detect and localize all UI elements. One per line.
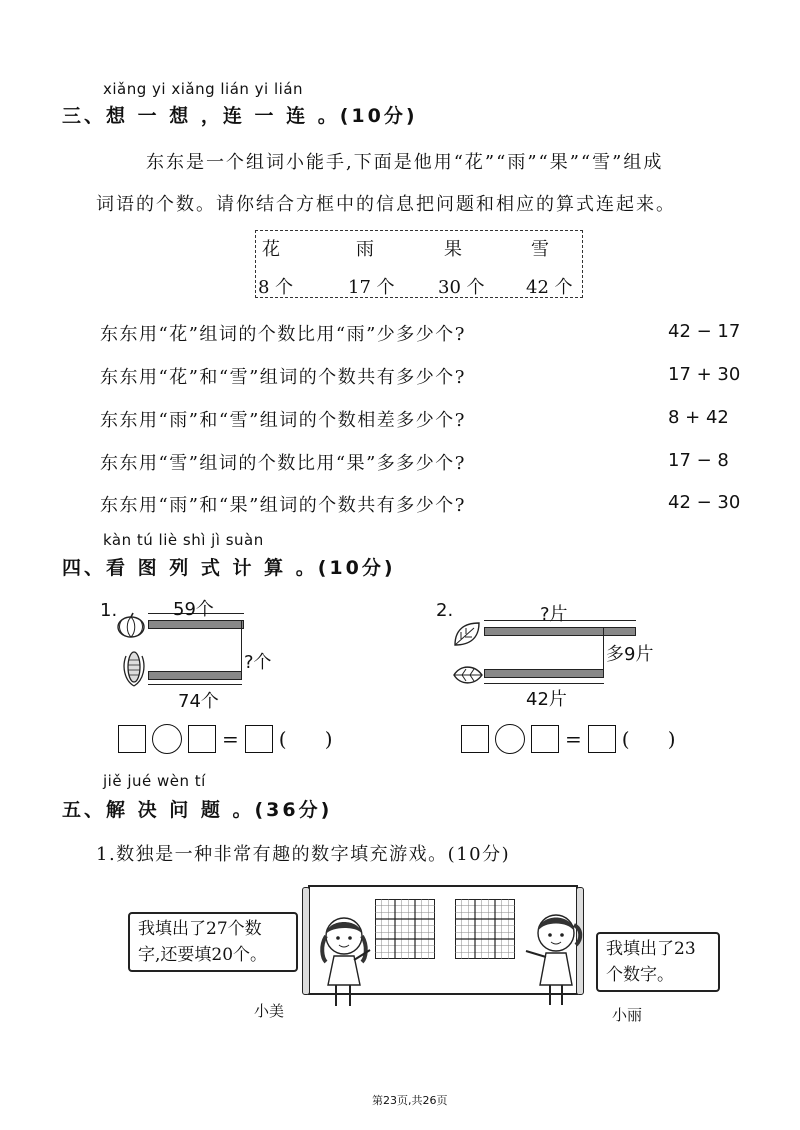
section3-intro-line1: 东东是一个组词小能手,下面是他用“花”“雨”“果”“雪”组成: [146, 152, 664, 173]
name-xiaoli: 小丽: [612, 1006, 643, 1024]
table-header-guo: 果: [444, 239, 464, 260]
bar-bottom: [148, 671, 242, 680]
bar-top: [484, 627, 636, 636]
section5-title: 五、解 决 问 题 。(36分): [62, 799, 333, 821]
table-header-xue: 雪: [531, 239, 551, 260]
question-item: 东东用“花”组词的个数比用“雨”少多少个?: [100, 324, 466, 345]
label-74: 74个: [178, 691, 219, 712]
problem1-number: 1.: [100, 600, 118, 621]
section4-title: 四、看 图 列 式 计 算 。(10分): [62, 557, 396, 579]
answer-box[interactable]: [531, 725, 559, 753]
section4-pinyin: kàn tú liè shì jì suàn: [103, 531, 264, 549]
table-value-hua: 8 个: [258, 277, 294, 298]
answer-box[interactable]: [245, 725, 273, 753]
bar-top: [148, 620, 244, 629]
question-item: 东东用“雨”和“果”组词的个数共有多少个?: [100, 495, 466, 516]
section5-pinyin: jiě jué wèn tí: [103, 772, 206, 790]
question-item: 东东用“花”和“雪”组词的个数共有多少个?: [100, 367, 466, 388]
label-9: 多9片: [606, 644, 654, 665]
equals-sign: =: [565, 727, 582, 751]
bubble-left-line1: 我填出了27个数: [138, 919, 262, 939]
table-value-guo: 30 个: [438, 277, 485, 298]
corn-icon: [120, 650, 148, 692]
girl-xiaomei-illustration: [312, 910, 382, 1014]
formula-item: 42 − 17: [668, 321, 741, 342]
answer-box[interactable]: [461, 725, 489, 753]
name-xiaomei: 小美: [254, 1002, 285, 1020]
problem2-number: 2.: [436, 600, 454, 621]
brace-bottom: [148, 684, 242, 685]
table-header-yu: 雨: [356, 239, 376, 260]
operator-circle[interactable]: [495, 724, 525, 754]
speech-bubble-right: [596, 932, 720, 992]
info-table: [255, 230, 583, 298]
answer-row-1: [118, 724, 333, 754]
leaf-icon: [452, 662, 484, 692]
sudoku-grid: [455, 899, 515, 963]
label-59: 59个: [173, 599, 214, 620]
label-question: ?片: [540, 604, 568, 625]
section3-intro-line2: 词语的个数。请你结合方框中的信息把问题和相应的算式连起来。: [96, 194, 676, 215]
answer-row-2: [461, 724, 676, 754]
girl-xiaoli-illustration: [518, 905, 588, 1014]
operator-circle[interactable]: [152, 724, 182, 754]
label-question: ?个: [244, 652, 272, 673]
brace-bottom: [484, 683, 604, 684]
formula-item: 8 + 42: [668, 407, 729, 428]
sudoku-grid: [375, 899, 435, 963]
equals-sign: =: [222, 727, 239, 751]
answer-box[interactable]: [588, 725, 616, 753]
formula-item: 42 − 30: [668, 492, 741, 513]
unit-paren[interactable]: ( ): [278, 727, 333, 751]
bar-bottom: [484, 669, 604, 678]
bubble-right-line2: 个数字。: [606, 965, 674, 985]
answer-box[interactable]: [118, 725, 146, 753]
bubble-left-line2: 字,还要填20个。: [138, 945, 268, 965]
leaf-icon: [452, 620, 482, 652]
question-item: 东东用“雪”组词的个数比用“果”多多少个?: [100, 453, 466, 474]
table-value-xue: 42 个: [526, 277, 573, 298]
bubble-right-line1: 我填出了23: [606, 939, 696, 959]
unit-paren[interactable]: ( ): [621, 727, 676, 751]
pumpkin-icon: [116, 612, 146, 642]
label-42: 42片: [526, 689, 567, 710]
question-item: 东东用“雨”和“雪”组词的个数相差多少个?: [100, 410, 466, 431]
answer-box[interactable]: [188, 725, 216, 753]
divider-line: [603, 627, 604, 677]
formula-item: 17 + 30: [668, 364, 741, 385]
section3-title: 三、想 一 想 ，连 一 连 。(10分): [62, 105, 418, 127]
page-footer: 第23页,共26页: [372, 1094, 448, 1107]
speech-bubble-left: [128, 912, 298, 972]
table-value-yu: 17 个: [348, 277, 395, 298]
divider-line: [241, 620, 242, 680]
question-1: 1.数独是一种非常有趣的数字填充游戏。(10分): [96, 844, 511, 865]
table-header-hua: 花: [262, 239, 282, 260]
formula-item: 17 − 8: [668, 450, 729, 471]
section3-pinyin: xiǎng yi xiǎng lián yi lián: [103, 80, 304, 98]
